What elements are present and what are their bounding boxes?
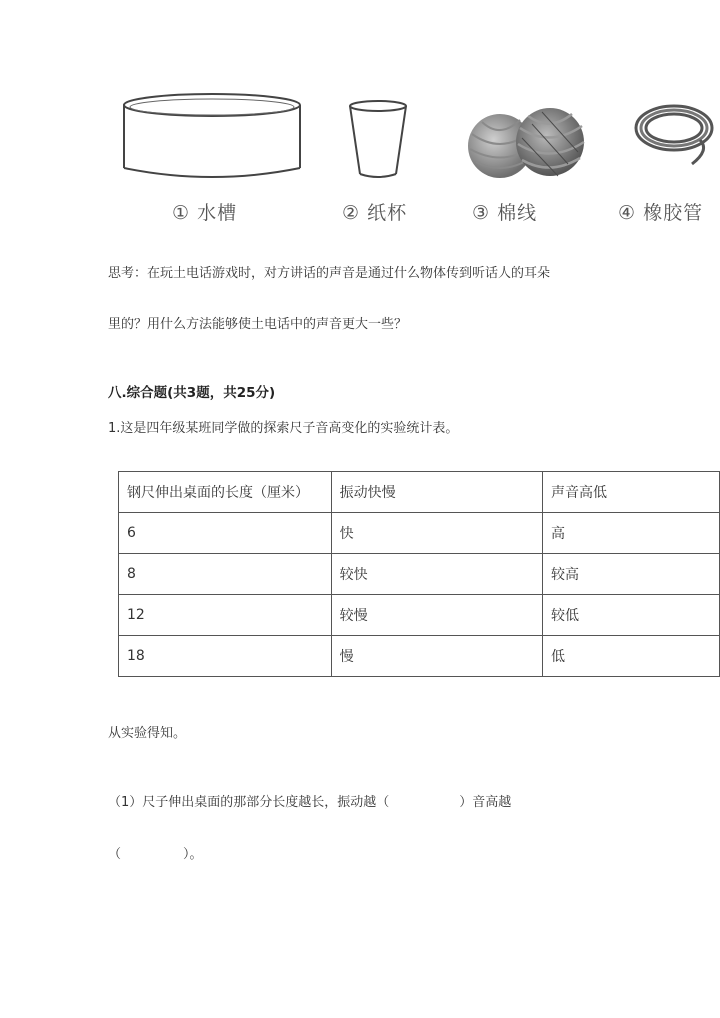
material-water-tank <box>120 90 305 185</box>
blank-1-prefix: （1）尺子伸出桌面的那部分长度越长，振动越（ <box>108 795 390 810</box>
table-cell: 较快 <box>331 554 542 595</box>
paper-cup-icon <box>345 98 415 188</box>
thinking-line-2: 里的？用什么方法能够使土电话中的声音更大一些？ <box>108 317 408 332</box>
table-cell: 快 <box>331 513 542 554</box>
water-tank-icon <box>120 90 305 185</box>
blank-1-suffix: ）音高越 <box>459 795 512 810</box>
blank-2-close: ）。 <box>183 847 203 862</box>
cotton-thread-icon <box>462 104 587 182</box>
table-cell: 慢 <box>331 636 542 677</box>
material-label-cotton-thread <box>472 198 537 225</box>
table-header-cell: 钢尺伸出桌面的长度（厘米） <box>119 472 332 513</box>
conclusion-text: 从实验得知。 <box>108 726 187 741</box>
material-number: ③ <box>472 202 491 224</box>
material-name: 橡胶管 <box>643 202 704 224</box>
experiment-table <box>118 471 720 677</box>
fill-blank-line-1 <box>108 791 511 810</box>
blank-2-open: （ <box>108 847 122 862</box>
table-header-cell: 声音高低 <box>542 472 719 513</box>
table-cell: 较低 <box>542 595 719 636</box>
table-cell: 18 <box>119 636 332 677</box>
material-name: 纸杯 <box>367 202 408 224</box>
material-cotton-thread <box>462 104 587 182</box>
thinking-line-1: 思考：在玩土电话游戏时，对方讲话的声音是通过什么物体传到听话人的耳朵 <box>108 266 551 281</box>
table-row <box>119 595 720 636</box>
table-cell: 较高 <box>542 554 719 595</box>
table-header-row <box>119 472 720 513</box>
table-cell: 低 <box>542 636 719 677</box>
fill-blank-line-2 <box>108 843 203 862</box>
material-rubber-tube <box>630 98 720 178</box>
material-number: ① <box>172 202 191 224</box>
material-label-water-tank <box>172 198 237 225</box>
table-cell: 12 <box>119 595 332 636</box>
table-row <box>119 513 720 554</box>
material-paper-cup <box>345 98 415 188</box>
table-header-cell: 振动快慢 <box>331 472 542 513</box>
material-name: 棉线 <box>497 202 538 224</box>
material-number: ④ <box>618 202 637 224</box>
table-cell: 8 <box>119 554 332 595</box>
section-heading: 八.综合题(共3题，共25分) <box>108 385 276 401</box>
table-row <box>119 636 720 677</box>
table-cell: 较慢 <box>331 595 542 636</box>
table-cell: 6 <box>119 513 332 554</box>
materials-row <box>0 90 720 230</box>
table-cell: 高 <box>542 513 719 554</box>
material-label-rubber-tube <box>618 198 703 225</box>
material-number: ② <box>342 202 361 224</box>
table-row <box>119 554 720 595</box>
rubber-tube-icon <box>630 98 720 178</box>
material-label-paper-cup <box>342 198 407 225</box>
question-1-text: 1.这是四年级某班同学做的探索尺子音高变化的实验统计表。 <box>108 421 459 436</box>
material-name: 水槽 <box>197 202 238 224</box>
